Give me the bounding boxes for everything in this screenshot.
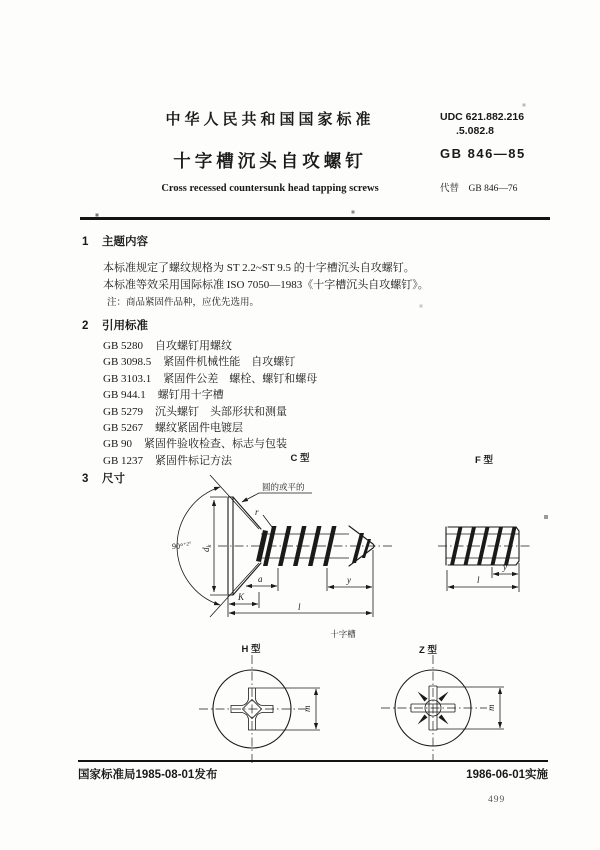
figure-h-type-recess <box>199 655 320 763</box>
reference-code: GB 3103.1 <box>103 372 152 385</box>
dim-label-l: l <box>298 602 301 612</box>
issued-date: 国家标准局1985-08-01发布 <box>78 769 218 781</box>
replaces-note: 代替 GB 846—76 <box>440 184 518 194</box>
type-h-label: H 型 <box>241 644 261 655</box>
reference-code: GB 3098.5 <box>103 356 152 369</box>
tip-shape-note: 圆的或平的 <box>262 482 305 492</box>
reference-name: 紧固件机械性能 自攻螺钉 <box>163 356 296 369</box>
reference-name: 沉头螺钉 头部形状和测量 <box>155 405 288 418</box>
udc-line2: .5.082.8 <box>456 125 494 137</box>
dim-label-k: K <box>238 592 245 602</box>
standard-number: GB 846—85 <box>440 146 526 161</box>
dim-label-y2: y <box>503 562 507 572</box>
reference-code: GB 944.1 <box>103 389 146 402</box>
reference-code: GB 1237 <box>103 454 144 467</box>
english-title: Cross recessed countersunk head tapping screws <box>161 183 379 194</box>
udc-line1: UDC 621.882.216 <box>440 111 525 123</box>
reference-code: GB 5279 <box>103 405 144 418</box>
section-3-number: 3 <box>82 473 89 485</box>
dim-label-angle: 90°$^{+2^\circ}$ <box>172 541 192 551</box>
type-z-label: Z 型 <box>419 645 437 656</box>
reference-code: GB 5267 <box>103 421 144 434</box>
type-c-label: C 型 <box>290 453 310 464</box>
section-2-number: 2 <box>82 320 89 332</box>
dim-label-y: y <box>347 575 351 585</box>
figure-f-type-screw <box>438 527 531 592</box>
reference-name: 自攻螺钉用螺纹 <box>155 340 233 352</box>
section-2-title: 引用标准 <box>102 320 148 332</box>
section-1-paragraph-1: 本标准规定了螺纹规格为 ST 2.2~ST 9.5 的十字槽沉头自攻螺钉。 <box>103 262 415 274</box>
reference-code: GB 5280 <box>103 340 144 352</box>
section-1-title: 主题内容 <box>102 236 148 248</box>
reference-name: 螺钉用十字槽 <box>157 389 224 402</box>
section-3-title: 尺寸 <box>102 473 125 485</box>
figure-z-type-recess <box>381 655 504 761</box>
dim-label-dk: $d_k$ <box>201 544 213 552</box>
dim-label-a: a <box>258 574 263 584</box>
dim-label-r: r <box>255 507 259 517</box>
implemented-date: 1986-06-01实施 <box>466 769 548 781</box>
reference-name: 紧固件验收检查、标志与包装 <box>144 438 288 451</box>
reference-code: GB 90 <box>103 438 133 451</box>
national-standard-title: 中华人民共和国国家标准 <box>165 111 375 128</box>
scan-specks <box>0 0 2 2</box>
dim-label-l2: l <box>477 575 480 585</box>
section-1-note: 注：商品紧固件品种，应优先选用。 <box>107 298 260 308</box>
dim-label-m2: m <box>486 704 496 711</box>
page-number: 499 <box>488 795 506 805</box>
reference-name: 螺纹紧固件电镀层 <box>155 421 244 434</box>
section-1-paragraph-2: 本标准等效采用国际标准 ISO 7050—1983《十字槽沉头自攻螺钉》。 <box>103 279 429 291</box>
type-f-label: F 型 <box>475 455 493 466</box>
cross-recess-heading: 十字槽 <box>330 629 356 639</box>
figure-c-type-screw <box>172 475 392 617</box>
footer-rule <box>78 760 548 762</box>
standard-subject-title: 十字槽沉头自攻螺钉 <box>173 151 367 171</box>
dim-label-m: m <box>302 705 312 712</box>
section-1-number: 1 <box>82 236 89 248</box>
reference-name: 紧固件标记方法 <box>155 454 233 467</box>
reference-name: 紧固件公差 螺栓、螺钉和螺母 <box>163 372 318 385</box>
